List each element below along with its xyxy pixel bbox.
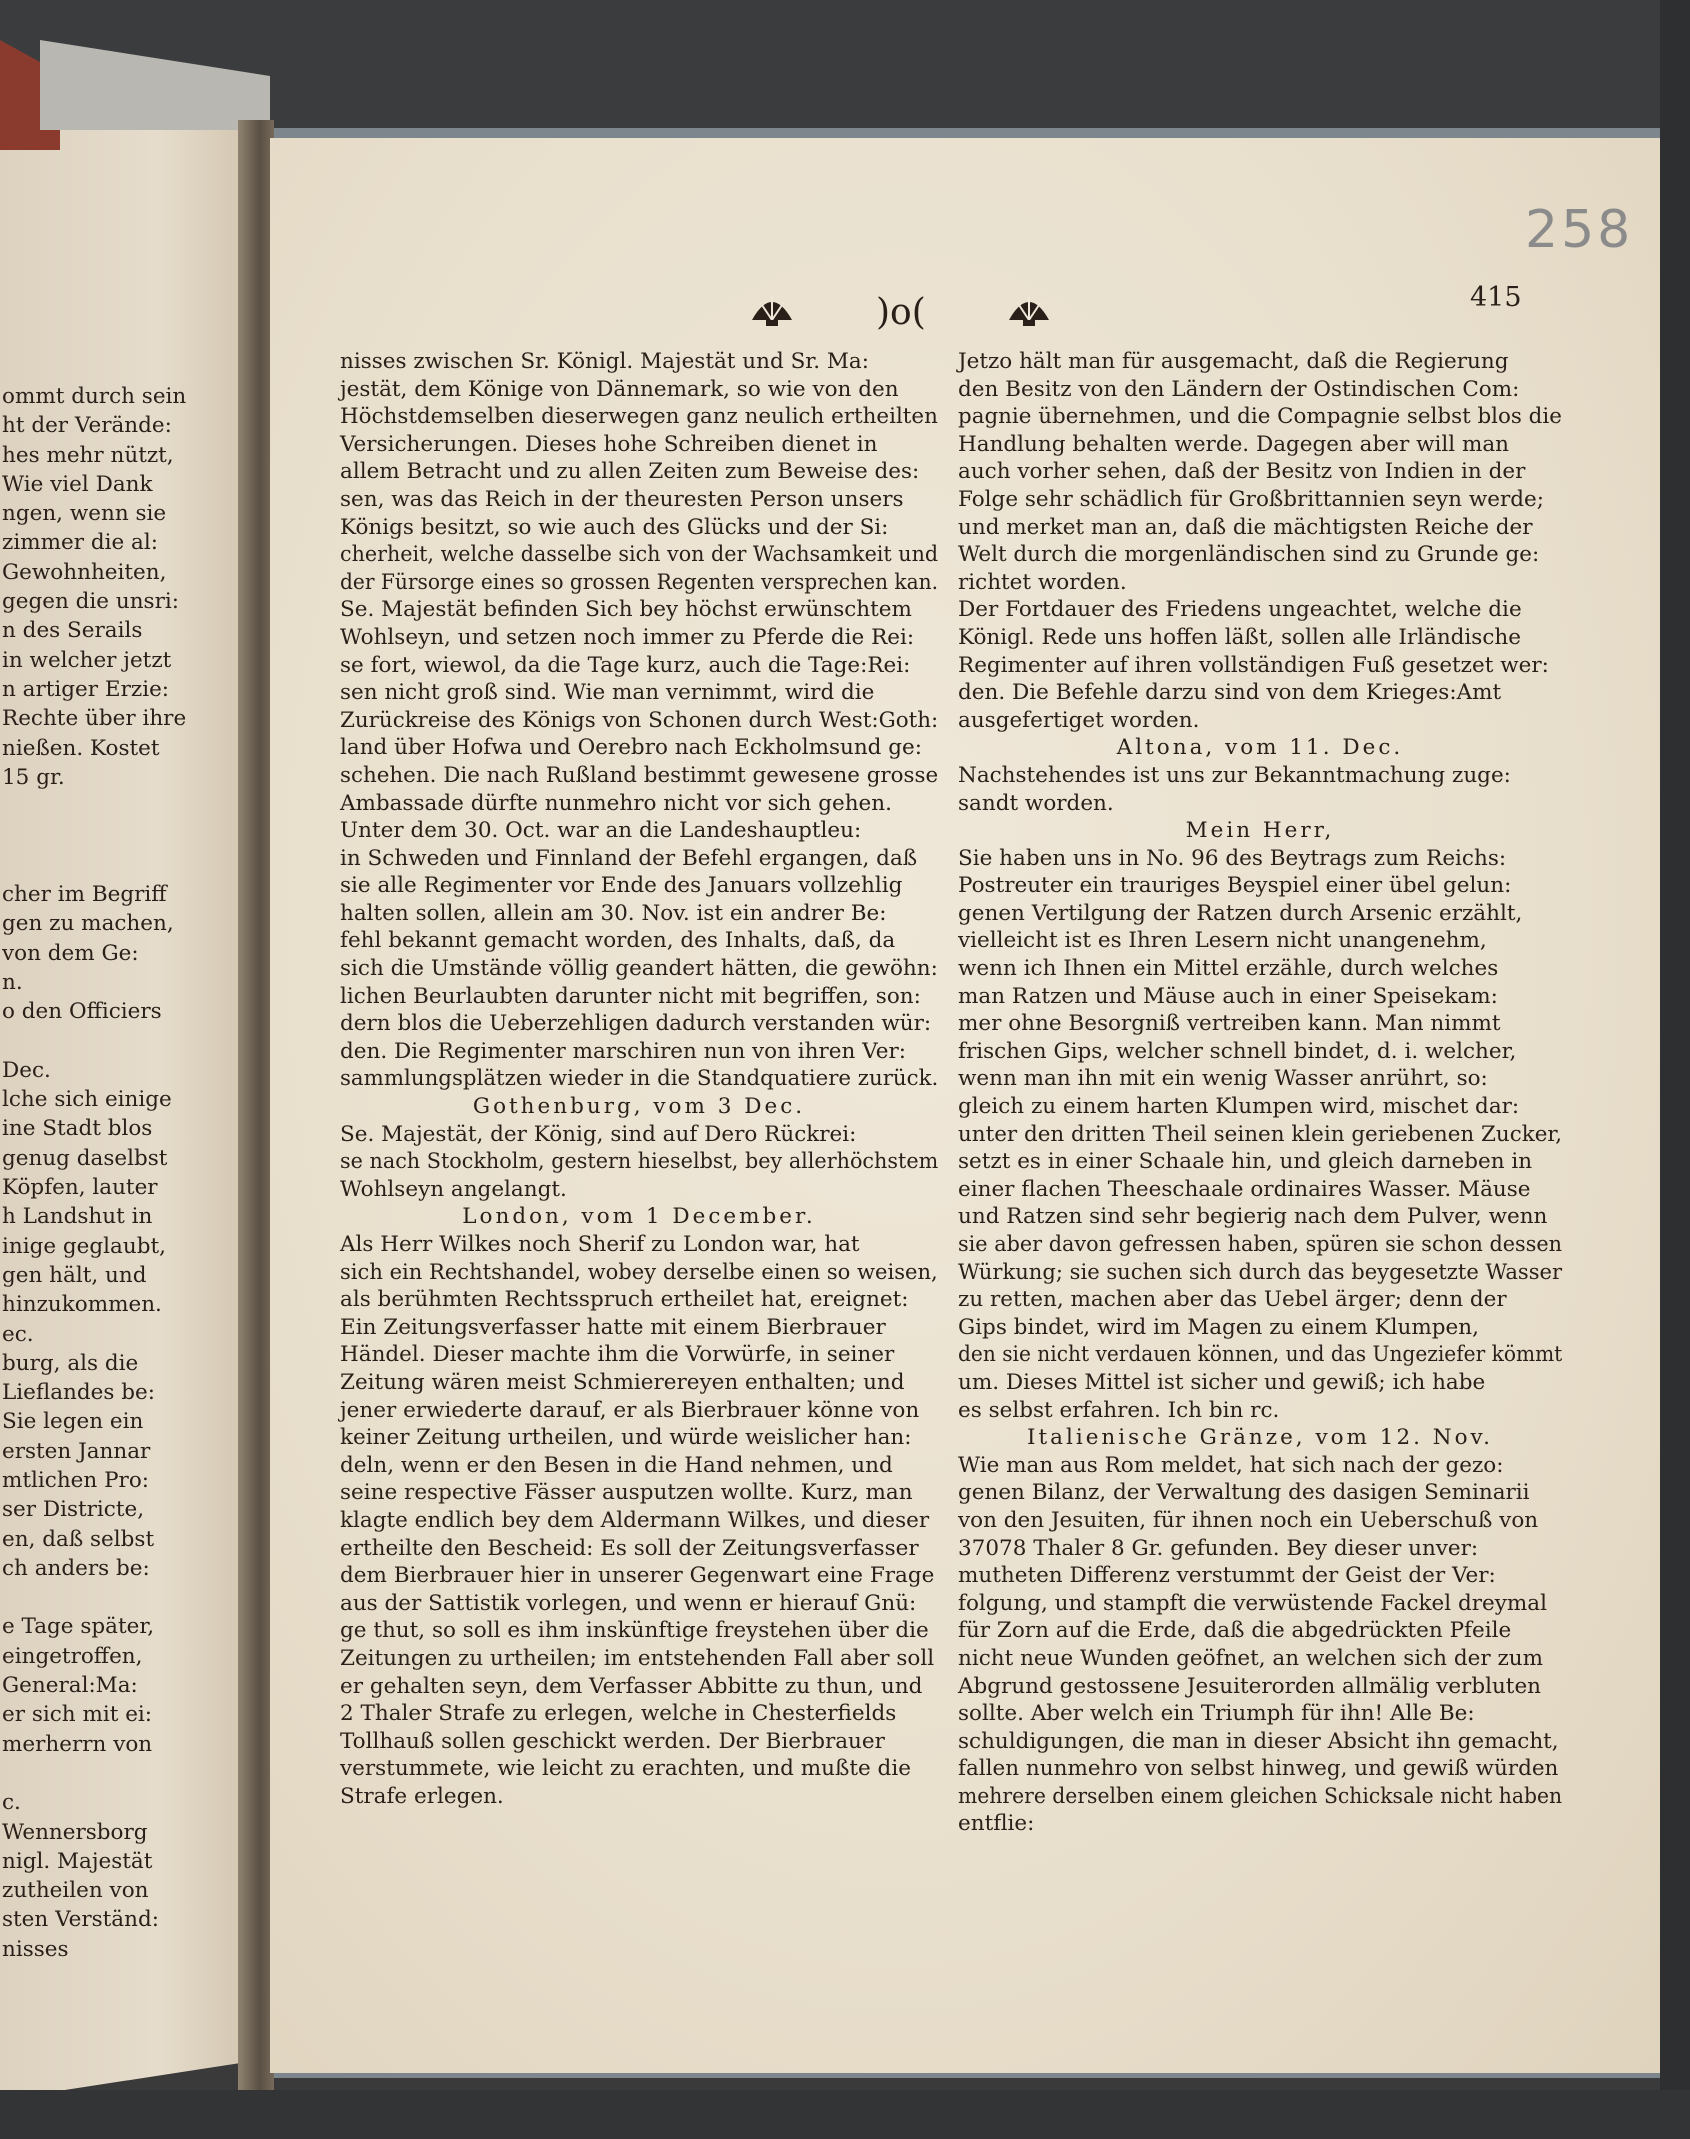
text-line: den sie nicht verdauen können, und das Ungeziefer kömmt [958, 1342, 1563, 1368]
fragment-line: nießen. Kostet [2, 735, 160, 761]
text-line: wenn man ihn mit ein wenig Wasser anrührt, so: [958, 1066, 1488, 1092]
dateline: London, vom 1 December. [462, 1204, 816, 1230]
text-line: sandt worden. [958, 790, 1114, 816]
fragment-line: gegen die unsri: [2, 589, 179, 615]
text-line: sen nicht groß sind. Wie man vernimmt, wird die [340, 680, 875, 706]
fragment-line: nisses [2, 1936, 69, 1962]
text-line: fallen nunmehro von selbst hinweg, und gewiß würden [958, 1756, 1559, 1782]
fragment-line: hinzukommen. [2, 1292, 162, 1318]
text-line: entflie: [958, 1811, 1035, 1837]
fragment-line: ht der Verände: [2, 413, 172, 439]
fragment-line: merherrn von [2, 1731, 153, 1757]
fragment-line: von dem Ge: [2, 940, 139, 966]
text-line: se fort, wiewol, da die Tage kurz, auch die Tage:Rei: [340, 652, 911, 678]
text-line: von den Jesuiten, für ihnen noch ein Ueberschuß von [958, 1507, 1539, 1533]
text-line: Wohlseyn angelangt. [340, 1176, 567, 1202]
text-line: auch vorher sehen, daß der Besitz von Indien in der [958, 459, 1526, 485]
text-line: lichen Beurlaubten darunter nicht mit begriffen, son: [340, 983, 921, 1009]
text-line: ge thut, so soll es ihm inskünftige freystehen über die [340, 1618, 929, 1644]
text-line: Se. Majestät, der König, sind auf Dero Rückrei: [340, 1121, 857, 1147]
text-line: verstummete, wie leicht zu erachten, und mußte die [340, 1756, 911, 1782]
dateline: Italienische Gränze, vom 12. Nov. [1027, 1425, 1493, 1451]
text-line: er gehalten seyn, dem Verfasser Abbitte zu thun, und [340, 1673, 923, 1699]
text-line: Ambassade dürfte nunmehro nicht vor sich gehen. [340, 790, 892, 816]
text-line: klagte endlich bey dem Aldermann Wilkes, und dieser [340, 1507, 930, 1533]
text-line: Nachstehendes ist uns zur Bekanntmachung zuge: [958, 762, 1511, 788]
text-line: vielleicht ist es Ihren Lesern nicht unangenehm, [958, 928, 1487, 954]
fragment-line: in welcher jetzt [2, 647, 172, 673]
text-line: schuldigungen, die man in dieser Absicht ihn gemacht, [958, 1728, 1559, 1754]
fragment-line: Wennersborg [2, 1819, 148, 1845]
text-line: sie alle Regimenter vor Ende des Januars vollzehlig [340, 873, 903, 899]
fragment-line: gen zu machen, [2, 911, 174, 937]
fragment-line: ine Stadt blos [2, 1116, 153, 1142]
text-line: sich die Umstände völlig geandert hätten, die gewöhn: [340, 956, 938, 982]
text-line: fehl bekannt gemacht worden, des Inhalts, daß, da [340, 928, 896, 954]
text-line: unter den dritten Theil seinen klein geriebenen Zucker, [958, 1121, 1563, 1147]
fragment-line: inige geglaubt, [2, 1233, 166, 1259]
text-line: den. Die Befehle darzu sind von dem Krieges:Amt [958, 680, 1502, 706]
text-line: Strafe erlegen. [340, 1783, 504, 1809]
fragment-line: Lieflandes be: [2, 1380, 155, 1406]
scanner-background-bottom [0, 2090, 1690, 2139]
fragment-line: er sich mit ei: [2, 1702, 153, 1728]
fragment-line: eingetroffen, [2, 1643, 143, 1669]
text-line: mer ohne Besorgniß vertreiben kann. Man nimmt [958, 1011, 1501, 1037]
text-line: Jetzo hält man für ausgemacht, daß die Regierung [958, 349, 1509, 374]
text-line: Tollhauß sollen geschickt werden. Der Bierbrauer [340, 1728, 885, 1754]
text-line: dem Bierbrauer hier in unserer Gegenwart eine Frage [340, 1563, 935, 1589]
text-line: Versicherungen. Dieses hohe Schreiben dienet in [340, 431, 878, 457]
text-line: als berühmten Rechtsspruch ertheilet hat, ereignet: [340, 1287, 909, 1313]
fragment-line: zutheilen von [2, 1878, 149, 1904]
text-line: 2 Thaler Strafe zu erlegen, welche in Chesterfields [340, 1701, 897, 1727]
text-line: Zurückreise des Königs von Schonen durch West:Goth: [340, 707, 939, 733]
fragment-line [2, 1583, 240, 1612]
text-line: Höchstdemselben dieserwegen ganz neulich ertheilten [340, 404, 938, 430]
text-line: Se. Majestät befinden Sich bey höchst erwünschtem [340, 597, 912, 623]
fragment-line: cher im Begriff [2, 882, 167, 908]
fragment-line: h Landshut in [2, 1204, 153, 1230]
fragment-line [2, 851, 240, 880]
fragment-line: ec. [2, 1321, 34, 1347]
dateline: Gothenburg, vom 3 Dec. [472, 1094, 806, 1120]
text-line: ausgefertiget worden. [958, 707, 1200, 733]
scanner-background-right [1660, 0, 1690, 2139]
fragment-line: lche sich einige [2, 1087, 172, 1113]
text-line: nicht neue Wunden geöfnet, an welchen sich der zum [958, 1645, 1544, 1671]
text-line: Wohlseyn, und setzen noch immer zu Pferde die Rei: [340, 624, 915, 650]
text-line: Der Fortdauer des Friedens ungeachtet, welche die [958, 597, 1522, 623]
text-line: der Fürsorge eines so grossen Regenten versprechen kan. [340, 569, 939, 595]
fragment-line: Rechte über ihre [2, 706, 187, 732]
text-line: mutheten Differenz verstummt der Geist der Ver: [958, 1563, 1496, 1589]
text-line: sen, was das Reich in der theuresten Person unsers [340, 486, 904, 512]
fragment-line [2, 1027, 240, 1056]
fragment-line: n artiger Erzie: [2, 676, 170, 702]
page-number: 415 [1470, 282, 1522, 313]
text-line: cherheit, welche dasselbe sich von der Wachsamkeit und [340, 542, 939, 568]
text-line: sammlungsplätzen wieder in die Standquatiere zurück. [340, 1066, 939, 1092]
text-line: Königl. Rede uns hoffen läßt, sollen alle Irländische [958, 624, 1521, 650]
text-line: Regimenter auf ihren vollständigen Fuß gesetzet wer: [958, 652, 1549, 678]
text-line: den Besitz von den Ländern der Ostindischen Com: [958, 376, 1520, 402]
previous-page-text [2, 382, 240, 1964]
shell-ornament-left-icon [748, 290, 796, 339]
fragment-line: burg, als die [2, 1350, 139, 1376]
fragment-line: 15 gr. [2, 764, 65, 790]
dateline: Altona, vom 11. Dec. [1116, 735, 1404, 761]
fragment-line [2, 1759, 240, 1788]
text-line: deln, wenn er den Besen in die Hand nehmen, und [340, 1452, 893, 1478]
text-line: Welt durch die morgenländischen sind zu Grunde ge: [958, 542, 1540, 568]
text-line: ertheilte den Bescheid: Es soll der Zeitungsverfasser [340, 1535, 919, 1561]
shell-ornament-right-icon [1005, 290, 1053, 339]
text-line: zu retten, machen aber das Uebel ärger; denn der [958, 1287, 1507, 1313]
text-line: setzt es in einer Schaale hin, und gleich darneben in [958, 1149, 1533, 1175]
fragment-line: hes mehr nützt, [2, 442, 174, 468]
text-line: sich ein Rechtshandel, wobey derselbe einen so weisen, [340, 1259, 938, 1285]
text-line: gleich zu einem harten Klumpen wird, mischet dar: [958, 1094, 1520, 1120]
text-line: land über Hofwa und Oerebro nach Eckholmsund ge: [340, 735, 923, 761]
fragment-line: ersten Jannar [2, 1438, 151, 1464]
text-line: Abgrund gestossene Jesuiterorden allmälig verbluten [958, 1673, 1542, 1699]
fragment-line: ser Districte, [2, 1497, 145, 1523]
fragment-line: Dec. [2, 1057, 51, 1083]
text-line: Unter dem 30. Oct. war an die Landeshauptleu: [340, 818, 862, 844]
text-line: sie aber davon gefressen haben, spüren sie schon dessen [958, 1232, 1563, 1257]
fragment-line: n des Serails [2, 618, 143, 644]
text-line: man Ratzen und Mäuse auch in einer Speisekam: [958, 983, 1498, 1009]
text-line: seine respective Fässer ausputzen wollte. Kurz, man [340, 1480, 913, 1506]
text-column-right [958, 348, 1562, 1838]
text-line: Zeitungen zu urtheilen; im entstehenden Fall aber soll [340, 1645, 935, 1671]
text-line: 37078 Thaler 8 Gr. gefunden. Bey dieser unver: [958, 1535, 1479, 1561]
text-line: pagnie übernehmen, und die Compagnie selbst blos die [958, 404, 1562, 430]
text-line: Händel. Dieser machte ihm die Vorwürfe, in seiner [340, 1342, 895, 1368]
text-line: Folge sehr schädlich für Großbrittannien seyn werde; [958, 486, 1544, 512]
fragment-line: gen hält, und [2, 1262, 147, 1288]
text-line: Ein Zeitungsverfasser hatte mit einem Bierbrauer [340, 1314, 886, 1340]
fragment-line: o den Officiers [2, 999, 162, 1025]
fragment-line: ngen, wenn sie [2, 501, 167, 527]
fragment-line: Köpfen, lauter [2, 1175, 158, 1201]
text-line: dern blos die Ueberzehligen dadurch verstanden wür: [340, 1011, 932, 1037]
text-line: nisses zwischen Sr. Königl. Majestät und Sr. Ma: [340, 349, 869, 374]
text-line: folgung, und stampft die verwüstende Fackel dreymal [958, 1590, 1547, 1616]
text-line: es selbst erfahren. Ich bin rc. [958, 1397, 1280, 1423]
text-line: se nach Stockholm, gestern hieselbst, bey allerhöchstem [340, 1149, 939, 1175]
text-line: mehrere derselben einem gleichen Schicksale nicht haben [958, 1783, 1563, 1809]
fragment-line: e Tage später, [2, 1614, 155, 1640]
text-line: allem Betracht und zu allen Zeiten zum Beweise des: [340, 459, 920, 485]
fragment-line: nigl. Majestät [2, 1848, 153, 1874]
text-line: keiner Zeitung urtheilen, und würde weislicher han: [340, 1425, 912, 1451]
text-line: jener erwiederte darauf, er als Bierbrauer könne von [340, 1397, 920, 1423]
fragment-line [2, 792, 240, 821]
fragment-line: mtlichen Pro: [2, 1467, 150, 1493]
text-line: Als Herr Wilkes noch Sherif zu London war, hat [340, 1232, 860, 1257]
text-line: um. Dieses Mittel ist sicher und gewiß; ich habe [958, 1369, 1486, 1395]
text-line: halten sollen, allein am 30. Nov. ist ein andrer Be: [340, 900, 887, 926]
text-line: schehen. Die nach Rußland bestimmt gewesene grosse [340, 762, 939, 788]
text-line: sollte. Aber welch ein Triumph für ihn! Alle Be: [958, 1701, 1475, 1727]
fragment-line: Gewohnheiten, [2, 559, 167, 585]
text-line: Postreuter ein trauriges Beyspiel einer übel gelun: [958, 873, 1512, 899]
text-line: Sie haben uns in No. 96 des Beytrags zum Reichs: [958, 845, 1507, 871]
fragment-line: General:Ma: [2, 1673, 138, 1699]
text-line: und Ratzen sind sehr begierig nach dem Pulver, wenn [958, 1204, 1548, 1230]
text-column-left [340, 348, 938, 1810]
fragment-line: sten Verständ: [2, 1907, 159, 1933]
archive-number: 258 [1525, 200, 1634, 260]
text-line: Würkung; sie suchen sich durch das beygesetzte Wasser [958, 1259, 1563, 1285]
fragment-line: Sie legen ein [2, 1409, 144, 1435]
fragment-line: ch anders be: [2, 1555, 150, 1581]
book-gutter [238, 120, 274, 2100]
text-line: Zeitung wären meist Schmierereyen enthalten; und [340, 1369, 905, 1395]
fragment-line: zimmer die al: [2, 530, 158, 556]
fragment-line: n. [2, 969, 23, 995]
fragment-line: Wie viel Dank [2, 471, 153, 497]
text-line: genen Bilanz, der Verwaltung des dasigen Seminarii [958, 1480, 1530, 1506]
text-line: aus der Sattistik vorlegen, und wenn er hierauf Gnü: [340, 1590, 917, 1616]
text-line: richtet worden. [958, 569, 1127, 595]
text-line: frischen Gips, welcher schnell bindet, d. i. welcher, [958, 1038, 1517, 1064]
text-line: wenn ich Ihnen ein Mittel erzähle, durch welches [958, 956, 1499, 982]
fragment-line [2, 821, 240, 850]
fragment-line: en, daß selbst [2, 1526, 155, 1552]
text-line: einer flachen Theeschaale ordinaires Wasser. Mäuse [958, 1176, 1531, 1202]
text-line: Königs besitzt, so wie auch des Glücks und der Si: [340, 514, 889, 540]
text-line: Wie man aus Rom meldet, hat sich nach der gezo: [958, 1452, 1504, 1478]
text-line: jestät, dem Könige von Dännemark, so wie von den [340, 376, 899, 402]
text-line: in Schweden und Finnland der Befehl ergangen, daß [340, 845, 918, 871]
header-ornament: )o( [876, 292, 926, 333]
fragment-line: genug daselbst [2, 1145, 168, 1171]
text-line: den. Die Regimenter marschiren nun von ihren Ver: [340, 1038, 906, 1064]
text-line: Handlung behalten werde. Dagegen aber will man [958, 431, 1510, 457]
text-line: für Zorn auf die Erde, daß die abgedrückten Pfeile [958, 1618, 1512, 1644]
text-line: Gips bindet, wird im Magen zu einem Klumpen, [958, 1314, 1479, 1340]
fragment-line: c. [2, 1790, 21, 1816]
dateline: Mein Herr, [1185, 818, 1335, 844]
fragment-line: ommt durch sein [2, 384, 187, 409]
text-line: und merket man an, daß die mächtigsten Reiche der [958, 514, 1533, 540]
text-line: genen Vertilgung der Ratzen durch Arsenic erzählt, [958, 900, 1523, 926]
